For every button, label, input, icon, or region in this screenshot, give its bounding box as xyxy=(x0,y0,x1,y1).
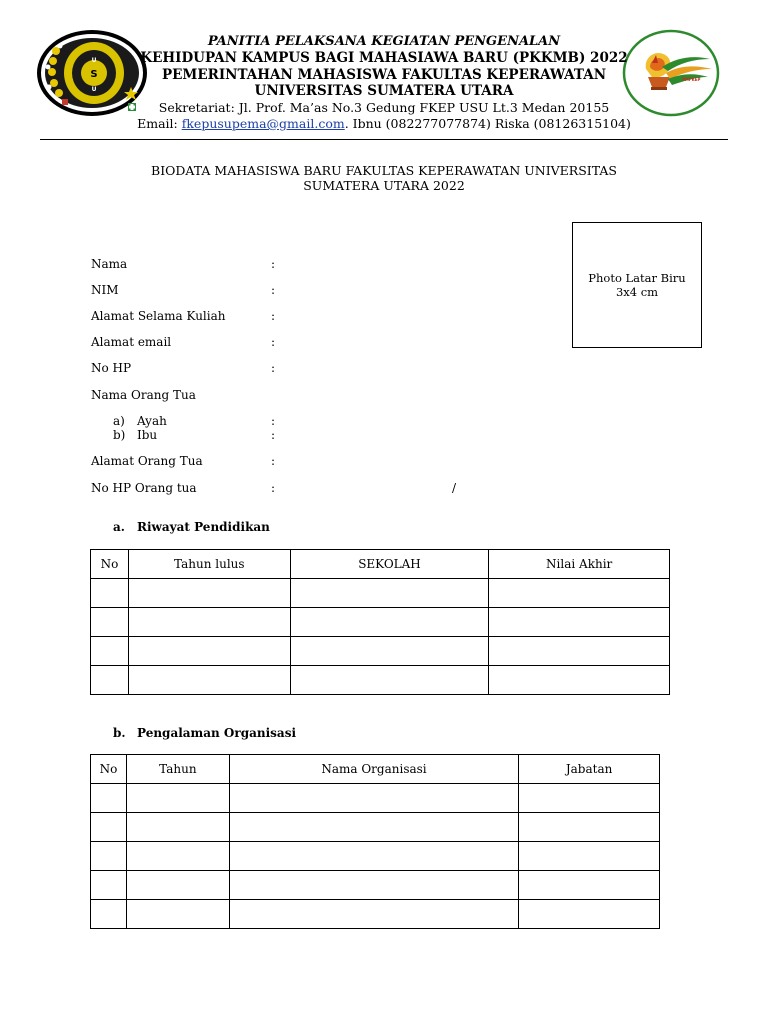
contact-line xyxy=(0,116,768,131)
table-row xyxy=(91,579,670,608)
table-cell[interactable] xyxy=(128,666,290,695)
table-cell[interactable] xyxy=(91,813,127,842)
column-header-sekolah: SEKOLAH xyxy=(290,550,489,579)
field-colon: : xyxy=(271,414,276,428)
field-label-ayah: Ayah xyxy=(137,414,167,428)
table-header-row xyxy=(91,755,660,784)
table-row xyxy=(91,813,660,842)
list-marker-ayah: a) xyxy=(113,414,125,428)
table-cell[interactable] xyxy=(519,871,660,900)
table-cell[interactable] xyxy=(126,784,229,813)
field-colon: : xyxy=(271,428,276,442)
table-row xyxy=(91,784,660,813)
table-cell[interactable] xyxy=(290,666,489,695)
table-cell[interactable] xyxy=(229,900,518,929)
column-header-nilai-akhir: Nilai Akhir xyxy=(489,550,670,579)
table-cell[interactable] xyxy=(229,871,518,900)
table-row xyxy=(91,871,660,900)
letterhead-divider xyxy=(40,139,728,140)
svg-text:S: S xyxy=(90,69,98,80)
table-cell[interactable] xyxy=(290,637,489,666)
email-label: Email: xyxy=(137,116,182,131)
svg-text:U: U xyxy=(91,57,97,64)
section-marker-organisasi: b. xyxy=(113,726,126,740)
column-header-no: No xyxy=(91,550,129,579)
table-row xyxy=(91,608,670,637)
table-cell[interactable] xyxy=(290,579,489,608)
table-row xyxy=(91,666,670,695)
field-label-alamat-kuliah: Alamat Selama Kuliah xyxy=(91,309,226,323)
table-cell[interactable] xyxy=(91,637,129,666)
education-table xyxy=(90,549,670,695)
table-row xyxy=(91,842,660,871)
table-cell[interactable] xyxy=(519,784,660,813)
photo-placeholder xyxy=(572,222,702,348)
table-cell[interactable] xyxy=(229,784,518,813)
column-header-no: No xyxy=(91,755,127,784)
table-row xyxy=(91,900,660,929)
field-label-alamat-ortu: Alamat Orang Tua xyxy=(91,454,203,468)
table-cell[interactable] xyxy=(489,666,670,695)
section-marker-pendidikan: a. xyxy=(113,520,125,534)
field-colon: : xyxy=(271,481,276,495)
table-cell[interactable] xyxy=(91,608,129,637)
table-cell[interactable] xyxy=(229,813,518,842)
secretariat-address: Sekretariat: Jl. Prof. Ma’as No.3 Gedung FKEP USU Lt.3 Medan 20155 xyxy=(158,100,610,115)
committee-title: PANITIA PELAKSANA KEGIATAN PENGENALAN xyxy=(207,34,561,49)
photo-caption-line2: 3x4 cm xyxy=(615,285,659,299)
table-cell[interactable] xyxy=(519,813,660,842)
table-cell[interactable] xyxy=(126,842,229,871)
document-title-line2: SUMATERA UTARA 2022 xyxy=(303,178,465,193)
organization-title: PEMERINTAHAN MAHASISWA FAKULTAS KEPERAWATAN xyxy=(161,67,607,83)
field-colon: : xyxy=(271,454,276,468)
field-label-no-hp: No HP xyxy=(91,361,132,375)
event-title: KEHIDUPAN KAMPUS BAGI MAHASIAWA BARU (PKKMB) 2022 xyxy=(140,50,628,66)
column-header-nama-organisasi: Nama Organisasi xyxy=(229,755,518,784)
table-row xyxy=(91,637,670,666)
section-heading-pendidikan: Riwayat Pendidikan xyxy=(137,520,270,534)
email-link[interactable]: fkepusupema@gmail.com xyxy=(181,116,345,131)
table-cell[interactable] xyxy=(91,842,127,871)
contact-phones: . Ibnu (082277077874) Riska (08126315104) xyxy=(344,116,631,131)
organization-table xyxy=(90,754,660,929)
table-cell[interactable] xyxy=(489,579,670,608)
table-cell[interactable] xyxy=(91,784,127,813)
field-colon: : xyxy=(271,283,276,297)
university-title: UNIVERSITAS SUMATERA UTARA xyxy=(254,83,514,99)
table-cell[interactable] xyxy=(126,813,229,842)
table-cell[interactable] xyxy=(91,666,129,695)
column-header-tahun: Tahun xyxy=(126,755,229,784)
table-cell[interactable] xyxy=(128,608,290,637)
field-label-nama: Nama xyxy=(91,257,128,271)
column-header-tahun-lulus: Tahun lulus xyxy=(128,550,290,579)
list-marker-ibu: b) xyxy=(113,428,126,442)
field-colon: : xyxy=(271,309,276,323)
table-cell[interactable] xyxy=(91,900,127,929)
svg-text:PMFKEP: PMFKEP xyxy=(682,77,701,82)
table-cell[interactable] xyxy=(128,579,290,608)
table-cell[interactable] xyxy=(126,900,229,929)
field-colon: : xyxy=(271,335,276,349)
field-separator-slash: / xyxy=(452,481,457,495)
field-label-nama-ortu: Nama Orang Tua xyxy=(91,388,196,402)
section-heading-organisasi: Pengalaman Organisasi xyxy=(137,726,297,740)
table-cell[interactable] xyxy=(489,608,670,637)
field-colon: : xyxy=(271,361,276,375)
photo-caption-line1: Photo Latar Biru xyxy=(588,271,686,285)
field-label-hp-ortu: No HP Orang tua xyxy=(91,481,197,495)
table-cell[interactable] xyxy=(519,900,660,929)
field-label-email: Alamat email xyxy=(91,335,172,349)
document-title-line1: BIODATA MAHASISWA BARU FAKULTAS KEPERAWATAN UNIVERSITAS xyxy=(151,163,617,178)
table-header-row xyxy=(91,550,670,579)
table-cell[interactable] xyxy=(128,637,290,666)
table-cell[interactable] xyxy=(489,637,670,666)
field-colon: : xyxy=(271,257,276,271)
table-cell[interactable] xyxy=(91,871,127,900)
svg-text:U: U xyxy=(91,86,97,93)
table-cell[interactable] xyxy=(91,579,129,608)
column-header-jabatan: Jabatan xyxy=(519,755,660,784)
table-cell[interactable] xyxy=(290,608,489,637)
table-cell[interactable] xyxy=(519,842,660,871)
table-cell[interactable] xyxy=(126,871,229,900)
table-cell[interactable] xyxy=(229,842,518,871)
document-title xyxy=(60,163,708,193)
field-label-nim: NIM xyxy=(91,283,119,297)
field-label-ibu: Ibu xyxy=(137,428,158,442)
